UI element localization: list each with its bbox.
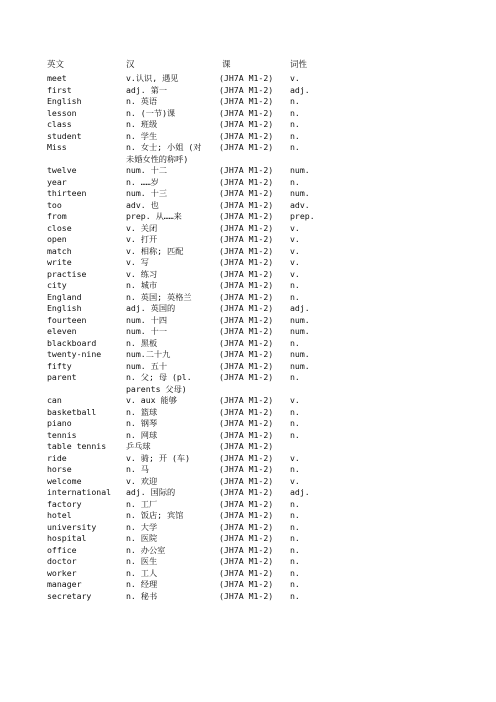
table-row xyxy=(0,200,496,211)
word-pos: n. xyxy=(290,291,300,302)
table-row xyxy=(0,522,496,533)
word-chinese: num.二十九 xyxy=(126,349,171,359)
word-english: hotel xyxy=(47,510,72,520)
word-chinese: n. 马 xyxy=(126,464,149,474)
word-chinese: v. 欢迎 xyxy=(126,475,158,486)
word-english: English xyxy=(47,96,82,106)
word-chinese: n. 篮球 xyxy=(126,406,158,417)
table-row xyxy=(0,418,496,429)
word-pos: v. xyxy=(290,257,300,267)
word-unit: (JH7A M1-2) xyxy=(219,165,274,175)
word-unit: (JH7A M1-2) xyxy=(219,579,274,589)
table-row xyxy=(0,464,496,475)
word-pos: n. xyxy=(290,590,300,601)
word-english: piano xyxy=(47,418,72,428)
word-pos: n. xyxy=(290,130,300,141)
word-chinese: v. 相称; 匹配 xyxy=(126,245,184,256)
table-row xyxy=(0,223,496,234)
table-row xyxy=(0,246,496,257)
word-pos: v. xyxy=(290,395,300,405)
table-row xyxy=(0,395,496,406)
word-unit: (JH7A M1-2) xyxy=(219,521,274,532)
word-english: parent xyxy=(47,372,77,382)
word-pos: n. xyxy=(290,510,300,520)
word-chinese: n. 女士; 小姐 (对 xyxy=(126,142,202,152)
table-row xyxy=(0,188,496,199)
word-pos: n. xyxy=(290,556,300,566)
word-unit: (JH7A M1-2) xyxy=(219,349,274,359)
word-pos: n. xyxy=(290,544,300,555)
parent-definition-continuation: parents 父母) xyxy=(126,383,187,394)
word-english: can xyxy=(47,395,62,405)
table-row xyxy=(0,73,496,84)
word-chinese: v. 写 xyxy=(126,257,149,267)
word-chinese: n. 班级 xyxy=(126,119,158,129)
header-unit: 课 xyxy=(222,60,231,70)
table-row xyxy=(0,96,496,107)
word-pos: num. xyxy=(290,360,310,371)
word-unit: (JH7A M1-2) xyxy=(219,441,274,451)
word-english: hospital xyxy=(47,533,87,543)
word-english: twelve xyxy=(47,165,77,175)
word-pos: num. xyxy=(290,165,310,175)
word-unit: (JH7A M1-2) xyxy=(219,487,274,497)
word-chinese: adj. 英国的 xyxy=(126,303,176,313)
word-chinese: num. 五十 xyxy=(126,360,168,371)
word-english: worker xyxy=(47,567,77,578)
word-unit: (JH7A M1-2) xyxy=(219,360,274,371)
word-chinese: v. 骑; 开 (车) xyxy=(126,452,190,463)
table-row xyxy=(0,108,496,119)
word-unit: (JH7A M1-2) xyxy=(219,395,274,405)
word-pos: adj. xyxy=(290,303,310,313)
table-row xyxy=(0,430,496,441)
word-english: table tennis xyxy=(47,441,107,451)
table-row xyxy=(0,315,496,326)
word-english: year xyxy=(47,176,67,187)
word-chinese: v. 打开 xyxy=(126,234,158,244)
word-chinese: prep. 从……来 xyxy=(126,211,182,221)
word-unit: (JH7A M1-2) xyxy=(219,314,274,325)
table-row xyxy=(0,269,496,280)
word-unit: (JH7A M1-2) xyxy=(219,119,274,129)
word-english: English xyxy=(47,303,82,313)
word-english: basketball xyxy=(47,406,97,417)
table-row xyxy=(0,568,496,579)
word-chinese: n. 网球 xyxy=(126,429,158,440)
word-chinese: n. 大学 xyxy=(126,521,158,532)
table-row xyxy=(0,453,496,464)
word-unit: (JH7A M1-2) xyxy=(219,268,274,279)
word-english: blackboard xyxy=(47,337,97,348)
word-english: too xyxy=(47,199,62,210)
table-row xyxy=(0,349,496,360)
word-chinese: n. 钢琴 xyxy=(126,418,158,428)
word-chinese: n. 经理 xyxy=(126,579,158,589)
word-chinese: n. (一节)课 xyxy=(126,107,176,118)
word-english: ride xyxy=(47,452,67,463)
word-english: office xyxy=(47,544,77,555)
word-pos: n. xyxy=(290,521,300,532)
table-row xyxy=(0,579,496,590)
word-unit: (JH7A M1-2) xyxy=(219,372,274,382)
word-unit: (JH7A M1-2) xyxy=(219,107,274,118)
word-english: eleven xyxy=(47,326,77,336)
table-row xyxy=(0,338,496,349)
table-row xyxy=(0,234,496,245)
word-english: match xyxy=(47,245,72,256)
word-pos: n. xyxy=(290,567,300,578)
word-chinese: 乒乓球 xyxy=(126,441,151,451)
header-english: 英文 xyxy=(47,60,65,70)
word-unit: (JH7A M1-2) xyxy=(219,556,274,566)
word-pos: v. xyxy=(290,222,300,233)
word-pos: v. xyxy=(290,452,300,463)
word-english: lesson xyxy=(47,107,77,118)
word-pos: num. xyxy=(290,188,310,198)
word-pos: v. xyxy=(290,245,300,256)
table-row xyxy=(0,119,496,130)
word-chinese: v. 关闭 xyxy=(126,222,158,233)
word-pos: n. xyxy=(290,176,300,187)
table-row xyxy=(0,361,496,372)
word-pos: prep. xyxy=(290,211,315,221)
word-chinese: n. 医院 xyxy=(126,533,158,543)
word-english: thirteen xyxy=(47,188,87,198)
word-english: close xyxy=(47,222,72,233)
word-pos: n. xyxy=(290,498,300,509)
word-english: from xyxy=(47,211,67,221)
word-english: student xyxy=(47,130,82,141)
word-pos: v. xyxy=(290,73,300,83)
word-pos: num. xyxy=(290,314,310,325)
word-pos: n. xyxy=(290,96,300,106)
word-unit: (JH7A M1-2) xyxy=(219,326,274,336)
header-chinese: 汉 xyxy=(126,60,135,70)
word-unit: (JH7A M1-2) xyxy=(219,429,274,440)
table-row xyxy=(0,372,496,383)
word-unit: (JH7A M1-2) xyxy=(219,533,274,543)
word-english: practise xyxy=(47,268,87,279)
word-chinese: n. 工人 xyxy=(126,567,158,578)
word-pos: adj. xyxy=(290,487,310,497)
word-unit: (JH7A M1-2) xyxy=(219,188,274,198)
word-pos: n. xyxy=(290,464,300,474)
table-row xyxy=(0,142,496,153)
table-row xyxy=(0,177,496,188)
table-row xyxy=(0,499,496,510)
word-unit: (JH7A M1-2) xyxy=(219,96,274,106)
word-pos: num. xyxy=(290,349,310,359)
word-english: Miss xyxy=(47,142,67,152)
word-chinese: n. 工厂 xyxy=(126,498,158,509)
word-english: manager xyxy=(47,579,82,589)
word-english: write xyxy=(47,257,72,267)
table-row xyxy=(0,533,496,544)
word-english: tennis xyxy=(47,429,77,440)
word-unit: (JH7A M1-2) xyxy=(219,73,274,83)
word-chinese: num. 十四 xyxy=(126,314,168,325)
word-chinese: n. 办公室 xyxy=(126,544,166,555)
table-row xyxy=(0,280,496,291)
word-pos: adv. xyxy=(290,199,310,210)
word-unit: (JH7A M1-2) xyxy=(219,337,274,348)
word-unit: (JH7A M1-2) xyxy=(219,199,274,210)
word-chinese: n. 饭店; 宾馆 xyxy=(126,510,184,520)
word-english: welcome xyxy=(47,475,82,486)
table-row xyxy=(0,131,496,142)
word-pos: v. xyxy=(290,268,300,279)
table-row xyxy=(0,441,496,452)
word-chinese: n. 学生 xyxy=(126,130,158,141)
word-chinese: n. 医生 xyxy=(126,556,158,566)
word-english: horse xyxy=(47,464,72,474)
word-pos: n. xyxy=(290,337,300,348)
word-english: fifty xyxy=(47,360,72,371)
table-header xyxy=(0,60,496,71)
table-row xyxy=(0,292,496,303)
word-chinese: n. ……岁 xyxy=(126,176,159,187)
table-row xyxy=(0,510,496,521)
table-row xyxy=(0,326,496,337)
word-chinese: adj. 第一 xyxy=(126,84,168,95)
table-row xyxy=(0,545,496,556)
table-row xyxy=(0,211,496,222)
word-english: secretary xyxy=(47,590,92,601)
word-chinese: n. 父; 母 (pl. xyxy=(126,372,192,382)
word-unit: (JH7A M1-2) xyxy=(219,280,274,290)
word-chinese: num. 十二 xyxy=(126,165,168,175)
word-english: open xyxy=(47,234,67,244)
word-unit: (JH7A M1-2) xyxy=(219,257,274,267)
word-unit: (JH7A M1-2) xyxy=(219,234,274,244)
word-pos: v. xyxy=(290,234,300,244)
table-row xyxy=(0,591,496,602)
word-chinese: v.认识, 遇见 xyxy=(126,73,179,83)
word-english: twenty-nine xyxy=(47,349,102,359)
word-english: first xyxy=(47,84,72,95)
table-row xyxy=(0,303,496,314)
word-english: class xyxy=(47,119,72,129)
word-pos: n. xyxy=(290,142,300,152)
word-pos: n. xyxy=(290,119,300,129)
table-row xyxy=(0,487,496,498)
word-chinese: v. aux 能够 xyxy=(126,395,177,405)
word-unit: (JH7A M1-2) xyxy=(219,211,274,221)
word-chinese: n. 秘书 xyxy=(126,590,158,601)
table-row xyxy=(0,476,496,487)
word-unit: (JH7A M1-2) xyxy=(219,142,274,152)
word-english: doctor xyxy=(47,556,77,566)
word-english: city xyxy=(47,280,67,290)
word-english: factory xyxy=(47,498,82,509)
word-chinese: adv. 也 xyxy=(126,199,159,210)
word-pos: v. xyxy=(290,475,300,486)
word-chinese: n. 城市 xyxy=(126,280,158,290)
word-unit: (JH7A M1-2) xyxy=(219,303,274,313)
word-unit: (JH7A M1-2) xyxy=(219,418,274,428)
word-unit: (JH7A M1-2) xyxy=(219,464,274,474)
word-unit: (JH7A M1-2) xyxy=(219,130,274,141)
word-english: meet xyxy=(47,73,67,83)
word-pos: n. xyxy=(290,429,300,440)
word-pos: num. xyxy=(290,326,310,336)
word-chinese: n. 英国; 英格兰 xyxy=(126,291,192,302)
word-chinese: num. 十一 xyxy=(126,326,168,336)
word-chinese: v. 练习 xyxy=(126,268,158,279)
table-row xyxy=(0,556,496,567)
word-unit: (JH7A M1-2) xyxy=(219,475,274,486)
word-unit: (JH7A M1-2) xyxy=(219,452,274,463)
word-chinese: n. 黑板 xyxy=(126,337,158,348)
word-unit: (JH7A M1-2) xyxy=(219,406,274,417)
word-pos: adj. xyxy=(290,84,310,95)
word-unit: (JH7A M1-2) xyxy=(219,222,274,233)
word-pos: n. xyxy=(290,107,300,118)
word-pos: n. xyxy=(290,372,300,382)
word-english: England xyxy=(47,291,82,302)
word-unit: (JH7A M1-2) xyxy=(219,510,274,520)
word-chinese: num. 十三 xyxy=(126,188,168,198)
table-row xyxy=(0,165,496,176)
word-english: international xyxy=(47,487,112,497)
word-pos: n. xyxy=(290,533,300,543)
word-unit: (JH7A M1-2) xyxy=(219,544,274,555)
word-chinese: n. 英语 xyxy=(126,96,158,106)
word-pos: n. xyxy=(290,406,300,417)
word-unit: (JH7A M1-2) xyxy=(219,245,274,256)
table-row xyxy=(0,407,496,418)
word-chinese: adj. 国际的 xyxy=(126,487,176,497)
word-english: fourteen xyxy=(47,314,87,325)
word-pos: n. xyxy=(290,280,300,290)
miss-definition-continuation: 未婚女性的称呼) xyxy=(126,153,189,164)
table-row xyxy=(0,85,496,96)
word-unit: (JH7A M1-2) xyxy=(219,498,274,509)
word-unit: (JH7A M1-2) xyxy=(219,291,274,302)
word-pos: n. xyxy=(290,579,300,589)
word-unit: (JH7A M1-2) xyxy=(219,176,274,187)
header-pos: 词性 xyxy=(290,60,308,70)
word-unit: (JH7A M1-2) xyxy=(219,567,274,578)
word-unit: (JH7A M1-2) xyxy=(219,590,274,601)
word-english: university xyxy=(47,521,97,532)
word-unit: (JH7A M1-2) xyxy=(219,84,274,95)
word-pos: n. xyxy=(290,418,300,428)
table-row xyxy=(0,257,496,268)
